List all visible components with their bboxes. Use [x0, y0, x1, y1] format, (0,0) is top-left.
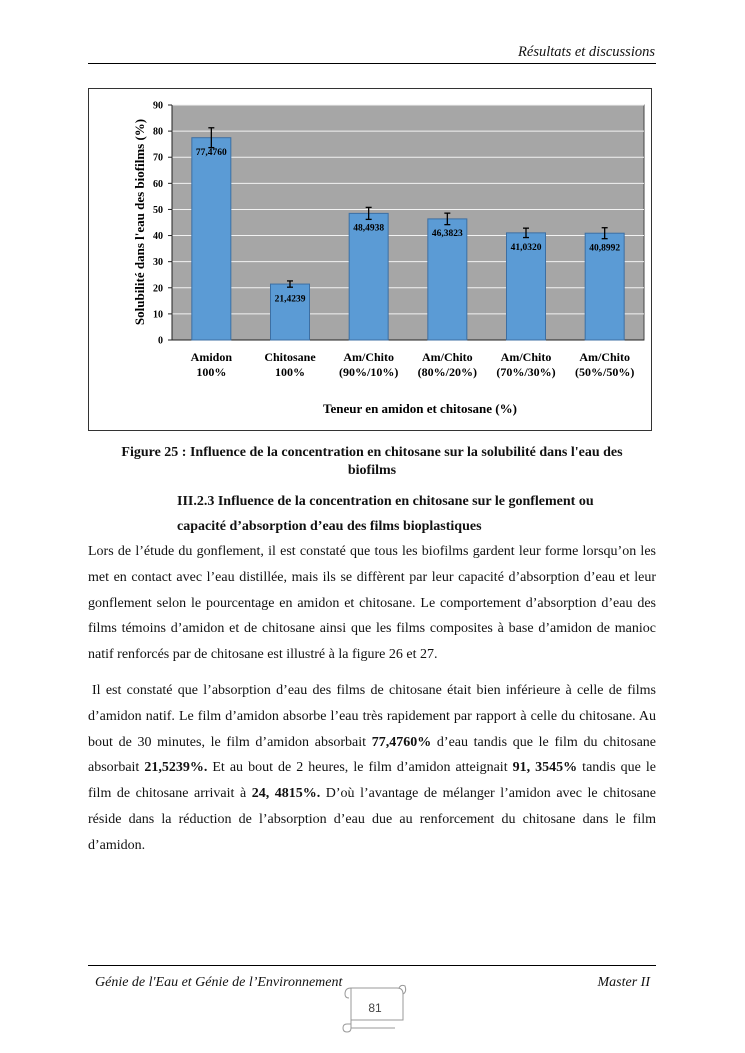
data-label: 40,8992 — [589, 243, 621, 254]
paragraph-2-text-5: D’où l’avantage de mélanger l’amidon avec le chitosane réside dans la réduction de l’absorption d’eau due au renforcement du chitosane dans le film d’amidon. — [88, 786, 656, 853]
y-tick-label: 50 — [153, 204, 163, 216]
data-label: 21,4239 — [274, 294, 306, 305]
figure-caption-line-2: biofilms — [347, 463, 397, 478]
x-tick-label: Am/Chito — [421, 350, 473, 364]
footer-left: Génie de l'Eau et Génie de l’Environnement — [95, 975, 343, 990]
data-label: 41,0320 — [510, 243, 542, 254]
solubility-bar-chart — [88, 88, 652, 431]
x-tick-label: (80%/20%) — [417, 365, 477, 379]
x-tick-label: (90%/10%) — [339, 365, 399, 379]
figure-caption — [88, 444, 656, 480]
paragraph-2-text-3: Et au bout de 2 heures, le film d’amidon atteignait — [207, 760, 513, 776]
footer-rule — [88, 965, 656, 966]
y-tick-label: 20 — [153, 283, 163, 295]
data-label: 77,4760 — [195, 147, 227, 158]
y-tick-label: 90 — [153, 100, 163, 112]
y-tick-label: 10 — [153, 309, 163, 321]
paragraph-2-bold-3: 91, 3545% — [512, 760, 578, 776]
plot-area — [172, 105, 644, 340]
x-tick-label: Am/Chito — [579, 350, 631, 364]
x-tick-label: Am/Chito — [500, 350, 552, 364]
x-tick-label: (70%/30%) — [496, 365, 556, 379]
paragraph-2-bold-1: 77,4760% — [371, 734, 432, 750]
y-tick-label: 60 — [153, 178, 163, 190]
y-tick-label: 80 — [153, 126, 163, 138]
bar — [192, 138, 231, 340]
x-tick-label: 100% — [275, 365, 305, 379]
paragraph-2-text-1: Il est constaté que l’absorption d’eau des films de chitosane était bien inférieure à celle de films d’amidon natif. Le film d’amidon absorbe l’eau très rapidement par rapport à celle du chitosane. Au bout de 30 minutes, le film d’amidon absorbait — [88, 683, 656, 750]
paragraph-2 — [88, 678, 656, 859]
running-header: Résultats et discussions — [518, 44, 655, 60]
x-tick-label: (50%/50%) — [575, 365, 635, 379]
header-rule — [88, 63, 656, 64]
x-tick-label: Chitosane — [264, 350, 316, 364]
x-tick-label: Amidon — [190, 350, 233, 364]
section-heading-line-2: capacité d’absorption d’eau des films bioplastiques — [177, 519, 482, 534]
figure-caption-line-1: Figure 25 : Influence de la concentration en chitosane sur la solubilité dans l'eau des — [121, 445, 623, 460]
section-heading — [177, 489, 647, 539]
data-label: 48,4938 — [353, 223, 385, 234]
page-number: 81 — [368, 1001, 382, 1015]
paragraph-1: Lors de l’étude du gonflement, il est constaté que tous les biofilms gardent leur forme lorsqu’on les met en contact avec l’eau distillée, mais ils se diffèrent par leur capacité d’absorption d’eau et leur gonflement selon le pourcentage en amidon et chitosane. Le comportement d’absorption d’eau des films témoins d’amidon et de chitosane ainsi que les films composites à base d’amidon de manioc natif renforcés par de chitosane est illustré à la figure 26 et 27. — [88, 544, 656, 663]
paragraph-2-bold-4: 24, 4815%. — [251, 786, 321, 802]
y-axis-label: Solubilité dans l'eau des biofilms (%) — [132, 118, 147, 326]
section-heading-line-1: III.2.3 Influence de la concentration en chitosane sur le gonflement ou — [177, 494, 594, 509]
y-tick-label: 70 — [153, 152, 163, 164]
paragraph-2-text-2: d’eau tandis que le film du chitosane absorbait — [88, 734, 656, 776]
bar — [271, 284, 310, 340]
footer-right: Master II — [597, 975, 650, 990]
data-label: 46,3823 — [431, 229, 463, 240]
y-tick-label: 0 — [158, 335, 163, 347]
paragraph-2-bold-2: 21,5239%. — [144, 760, 208, 776]
y-tick-label: 30 — [153, 257, 163, 269]
y-tick-label: 40 — [153, 231, 163, 243]
paragraph-2-text-4: tandis que le film de chitosane arrivait à — [88, 760, 656, 802]
x-axis-label: Teneur en amidon et chitosane (%) — [323, 401, 517, 416]
x-tick-label: 100% — [196, 365, 227, 379]
x-tick-label: Am/Chito — [343, 350, 395, 364]
